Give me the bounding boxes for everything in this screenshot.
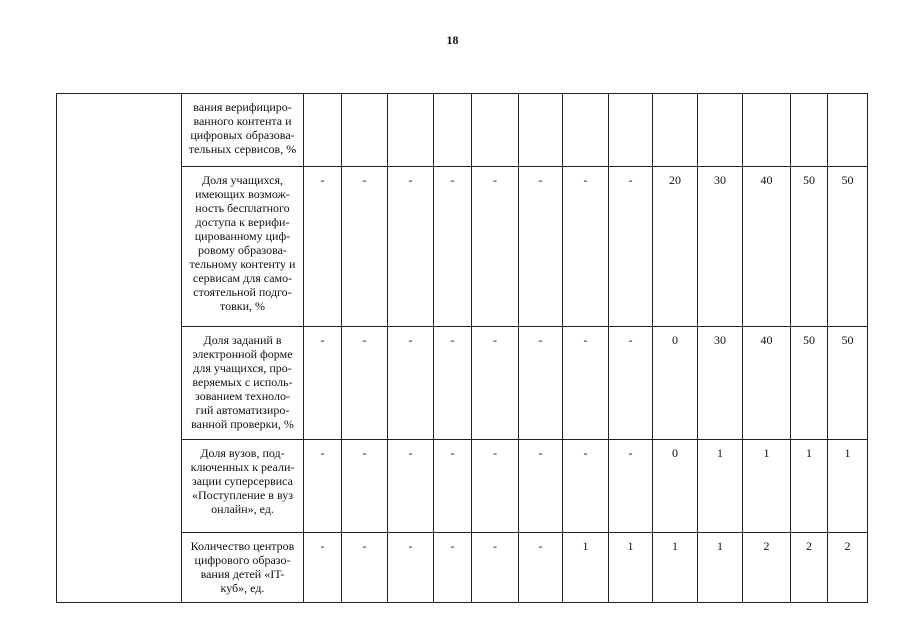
- value-cell: 1: [609, 533, 653, 603]
- indicator-label-line: зации суперсервиса: [192, 474, 293, 488]
- indicator-label-line: веряемых с исполь-: [192, 375, 293, 389]
- value-cell: -: [563, 167, 609, 327]
- indicator-label-line: куб», ед.: [220, 581, 265, 595]
- value-cell: -: [388, 327, 434, 440]
- value-cell: 0: [653, 327, 698, 440]
- value-cell: 1: [653, 533, 698, 603]
- value-cell: [828, 94, 868, 167]
- value-cell: 1: [698, 533, 743, 603]
- value-cell: -: [609, 440, 653, 533]
- value-cell: -: [304, 533, 342, 603]
- indicator-label-line: вания верифициро-: [193, 100, 292, 114]
- value-cell: -: [563, 327, 609, 440]
- indicator-label-line: зованием техноло-: [195, 389, 290, 403]
- value-cell: 2: [791, 533, 828, 603]
- value-cell: -: [472, 327, 519, 440]
- value-cell: -: [342, 440, 388, 533]
- value-cell: 1: [791, 440, 828, 533]
- value-cell: -: [434, 167, 472, 327]
- value-cell: -: [609, 327, 653, 440]
- value-cell: 2: [743, 533, 791, 603]
- value-cell: 1: [743, 440, 791, 533]
- indicator-label-line: имеющих возмож-: [195, 187, 290, 201]
- indicator-label-line: Доля вузов, под-: [200, 446, 285, 460]
- value-cell: 1: [828, 440, 868, 533]
- value-cell: -: [472, 167, 519, 327]
- indicator-label-line: ключенных к реали-: [190, 460, 295, 474]
- indicator-label-line: вания детей «IT-: [200, 567, 285, 581]
- value-cell: 50: [828, 327, 868, 440]
- indicator-label-line: ровому образова-: [198, 243, 287, 257]
- value-cell: 50: [828, 167, 868, 327]
- value-cell: 0: [653, 440, 698, 533]
- value-cell: 1: [698, 440, 743, 533]
- indicator-label-line: Доля учащихся,: [201, 173, 284, 187]
- value-cell: -: [342, 533, 388, 603]
- indicator-label-line: сервисам для само-: [192, 271, 293, 285]
- value-cell: [472, 94, 519, 167]
- value-cell: -: [519, 533, 563, 603]
- value-cell: -: [342, 167, 388, 327]
- value-cell: -: [472, 440, 519, 533]
- value-cell: -: [434, 440, 472, 533]
- indicator-label: [182, 533, 304, 603]
- value-cell: -: [434, 327, 472, 440]
- indicator-label: [182, 94, 304, 167]
- indicator-label: [182, 440, 304, 533]
- indicator-label-line: цированному циф-: [194, 229, 291, 243]
- indicator-label-line: ванного контента и: [193, 114, 292, 128]
- value-cell: [609, 94, 653, 167]
- value-cell: -: [519, 440, 563, 533]
- indicator-label-line: доступа к верифи-: [195, 215, 290, 229]
- value-cell: 1: [563, 533, 609, 603]
- value-cell: 40: [743, 167, 791, 327]
- value-cell: [342, 94, 388, 167]
- indicator-label-line: «Поступление в вуз: [192, 488, 293, 502]
- value-cell: 50: [791, 167, 828, 327]
- value-cell: [653, 94, 698, 167]
- value-cell: [563, 94, 609, 167]
- value-cell: 30: [698, 327, 743, 440]
- indicator-label-line: товки, %: [220, 299, 265, 313]
- value-cell: -: [519, 327, 563, 440]
- indicator-label-line: тельных сервисов, %: [188, 142, 297, 156]
- indicator-label-line: Доля заданий в: [203, 333, 282, 347]
- table-row: [57, 94, 868, 167]
- value-cell: -: [342, 327, 388, 440]
- indicator-label-line: стоятельной подго-: [193, 285, 292, 299]
- value-cell: 20: [653, 167, 698, 327]
- value-cell: [434, 94, 472, 167]
- indicator-label-line: тельному контенту и: [189, 257, 296, 271]
- empty-first-column: [57, 94, 182, 603]
- value-cell: -: [434, 533, 472, 603]
- value-cell: [791, 94, 828, 167]
- value-cell: -: [472, 533, 519, 603]
- value-cell: -: [388, 167, 434, 327]
- indicator-label-line: электронной форме: [192, 347, 293, 361]
- value-cell: 2: [828, 533, 868, 603]
- value-cell: -: [304, 167, 342, 327]
- indicators-table: [56, 93, 868, 603]
- value-cell: -: [519, 167, 563, 327]
- value-cell: [743, 94, 791, 167]
- value-cell: -: [304, 327, 342, 440]
- indicator-label-line: ванной проверки, %: [191, 417, 294, 431]
- indicator-label-line: Количество центров: [190, 539, 295, 553]
- indicator-label: [182, 167, 304, 327]
- value-cell: -: [388, 440, 434, 533]
- value-cell: [304, 94, 342, 167]
- value-cell: [698, 94, 743, 167]
- value-cell: -: [304, 440, 342, 533]
- indicator-label-line: цифрового образо-: [194, 553, 291, 567]
- value-cell: 50: [791, 327, 828, 440]
- indicator-label-line: онлайн», ед.: [211, 502, 274, 516]
- value-cell: [388, 94, 434, 167]
- value-cell: -: [563, 440, 609, 533]
- indicator-label-line: цифровых образова-: [190, 128, 295, 142]
- indicator-label-line: ность бесплатного: [195, 201, 290, 215]
- page-number: 18: [446, 33, 459, 47]
- indicator-label: [182, 327, 304, 440]
- value-cell: 30: [698, 167, 743, 327]
- value-cell: 40: [743, 327, 791, 440]
- value-cell: -: [388, 533, 434, 603]
- indicator-label-line: для учащихся, про-: [193, 361, 292, 375]
- indicator-label-line: гий автоматизиро-: [195, 403, 290, 417]
- value-cell: -: [609, 167, 653, 327]
- value-cell: [519, 94, 563, 167]
